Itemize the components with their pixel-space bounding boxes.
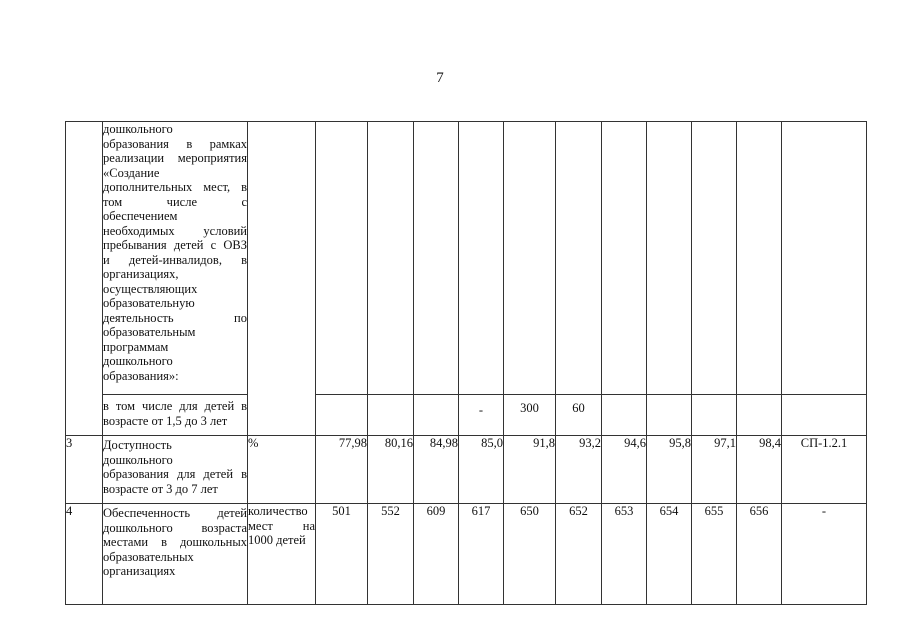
value-cell: 656 bbox=[737, 504, 782, 605]
value-cell: 85,0 bbox=[459, 436, 504, 504]
description-line: дополнительных мест, в bbox=[103, 180, 247, 194]
description-line: организациях bbox=[103, 564, 176, 578]
source-cell: СП-1.2.1 bbox=[782, 436, 867, 504]
unit-line: 1000 детей bbox=[248, 533, 306, 547]
source-cell bbox=[782, 122, 867, 395]
description-line: и детей-инвалидов, в bbox=[103, 252, 247, 267]
description-line: образовательных bbox=[103, 549, 194, 564]
description-line: возрасте от 1,5 до 3 лет bbox=[103, 413, 228, 428]
value-cell: 650 bbox=[504, 504, 556, 605]
description-line: необходимых условий bbox=[103, 223, 247, 238]
indicator-description bbox=[103, 122, 248, 395]
value-cell bbox=[368, 122, 414, 395]
description-line: обеспечением bbox=[103, 209, 178, 223]
description-line: программам bbox=[103, 339, 169, 354]
description-line: дошкольного bbox=[103, 122, 173, 136]
row-number: 4 bbox=[66, 504, 103, 605]
table-row bbox=[66, 436, 867, 504]
table-row bbox=[66, 504, 867, 605]
description-line: «Создание bbox=[103, 165, 160, 180]
value-cell bbox=[316, 395, 368, 436]
value-cell: 98,4 bbox=[737, 436, 782, 504]
value-cell bbox=[647, 122, 692, 395]
value-cell bbox=[692, 122, 737, 395]
unit-line: % bbox=[248, 436, 259, 450]
description-line: образования в рамках bbox=[103, 136, 247, 151]
value-cell bbox=[414, 122, 459, 395]
value-cell: 609 bbox=[414, 504, 459, 605]
value-cell bbox=[368, 395, 414, 436]
value-cell bbox=[602, 395, 647, 436]
row-number: 3 bbox=[66, 436, 103, 504]
value-cell: 60 bbox=[556, 395, 602, 436]
description-line: организациях, bbox=[103, 267, 179, 281]
value-cell: 91,8 bbox=[504, 436, 556, 504]
description-line: дошкольного возраста bbox=[103, 520, 247, 535]
value-cell: 300 bbox=[504, 395, 556, 436]
table-row-subrow bbox=[66, 395, 867, 436]
description-line: возрасте от 3 до 7 лет bbox=[103, 481, 218, 496]
description-line: Доступность bbox=[103, 438, 172, 452]
value-cell bbox=[556, 122, 602, 395]
value-cell: 93,2 bbox=[556, 436, 602, 504]
value-cell: 94,6 bbox=[602, 436, 647, 504]
value-cell bbox=[459, 122, 504, 395]
page-number: 7 bbox=[436, 70, 444, 86]
value-cell: - bbox=[459, 395, 504, 436]
value-cell bbox=[737, 122, 782, 395]
unit-cell bbox=[248, 504, 316, 605]
value-cell bbox=[504, 122, 556, 395]
value-cell: 84,98 bbox=[414, 436, 459, 504]
description-line: деятельность по bbox=[103, 310, 247, 325]
value-cell: 97,1 bbox=[692, 436, 737, 504]
value-cell: 654 bbox=[647, 504, 692, 605]
value-cell bbox=[692, 395, 737, 436]
indicator-table bbox=[65, 121, 867, 605]
value-cell: 552 bbox=[368, 504, 414, 605]
value-cell: 653 bbox=[602, 504, 647, 605]
table-row-continued bbox=[66, 122, 867, 395]
description-line: осуществляющих bbox=[103, 281, 198, 296]
sub-indicator-description bbox=[103, 395, 248, 436]
description-line: дошкольного bbox=[103, 452, 173, 467]
value-cell: 617 bbox=[459, 504, 504, 605]
indicator-description bbox=[103, 504, 248, 605]
value-cell: 655 bbox=[692, 504, 737, 605]
value-cell: 501 bbox=[316, 504, 368, 605]
indicator-description bbox=[103, 436, 248, 504]
description-line: реализации мероприятия bbox=[103, 151, 247, 165]
description-line: местами в дошкольных bbox=[103, 535, 247, 549]
description-line: пребывания детей с ОВЗ bbox=[103, 238, 247, 252]
value-cell: 95,8 bbox=[647, 436, 692, 504]
description-line: образовательным bbox=[103, 325, 196, 339]
value-cell: 652 bbox=[556, 504, 602, 605]
row-number-cell bbox=[66, 122, 103, 436]
value-cell bbox=[414, 395, 459, 436]
value-cell bbox=[316, 122, 368, 395]
unit-cell bbox=[248, 122, 316, 436]
value-cell bbox=[737, 395, 782, 436]
unit-line: количество bbox=[248, 504, 308, 518]
description-line: том числе с bbox=[103, 194, 247, 209]
description-line: образования»: bbox=[103, 368, 179, 383]
unit-cell bbox=[248, 436, 316, 504]
value-cell bbox=[602, 122, 647, 395]
value-cell: 80,16 bbox=[368, 436, 414, 504]
description-line: образовательную bbox=[103, 296, 195, 310]
source-cell: - bbox=[782, 504, 867, 605]
description-line: дошкольного bbox=[103, 354, 173, 368]
description-line: в том числе для детей в bbox=[103, 399, 247, 413]
value-cell: 77,98 bbox=[316, 436, 368, 504]
source-cell bbox=[782, 395, 867, 436]
unit-line: мест на bbox=[248, 518, 315, 533]
description-line: Обеспеченность детей bbox=[103, 506, 247, 520]
description-line: образования для детей в bbox=[103, 467, 247, 481]
value-cell bbox=[647, 395, 692, 436]
